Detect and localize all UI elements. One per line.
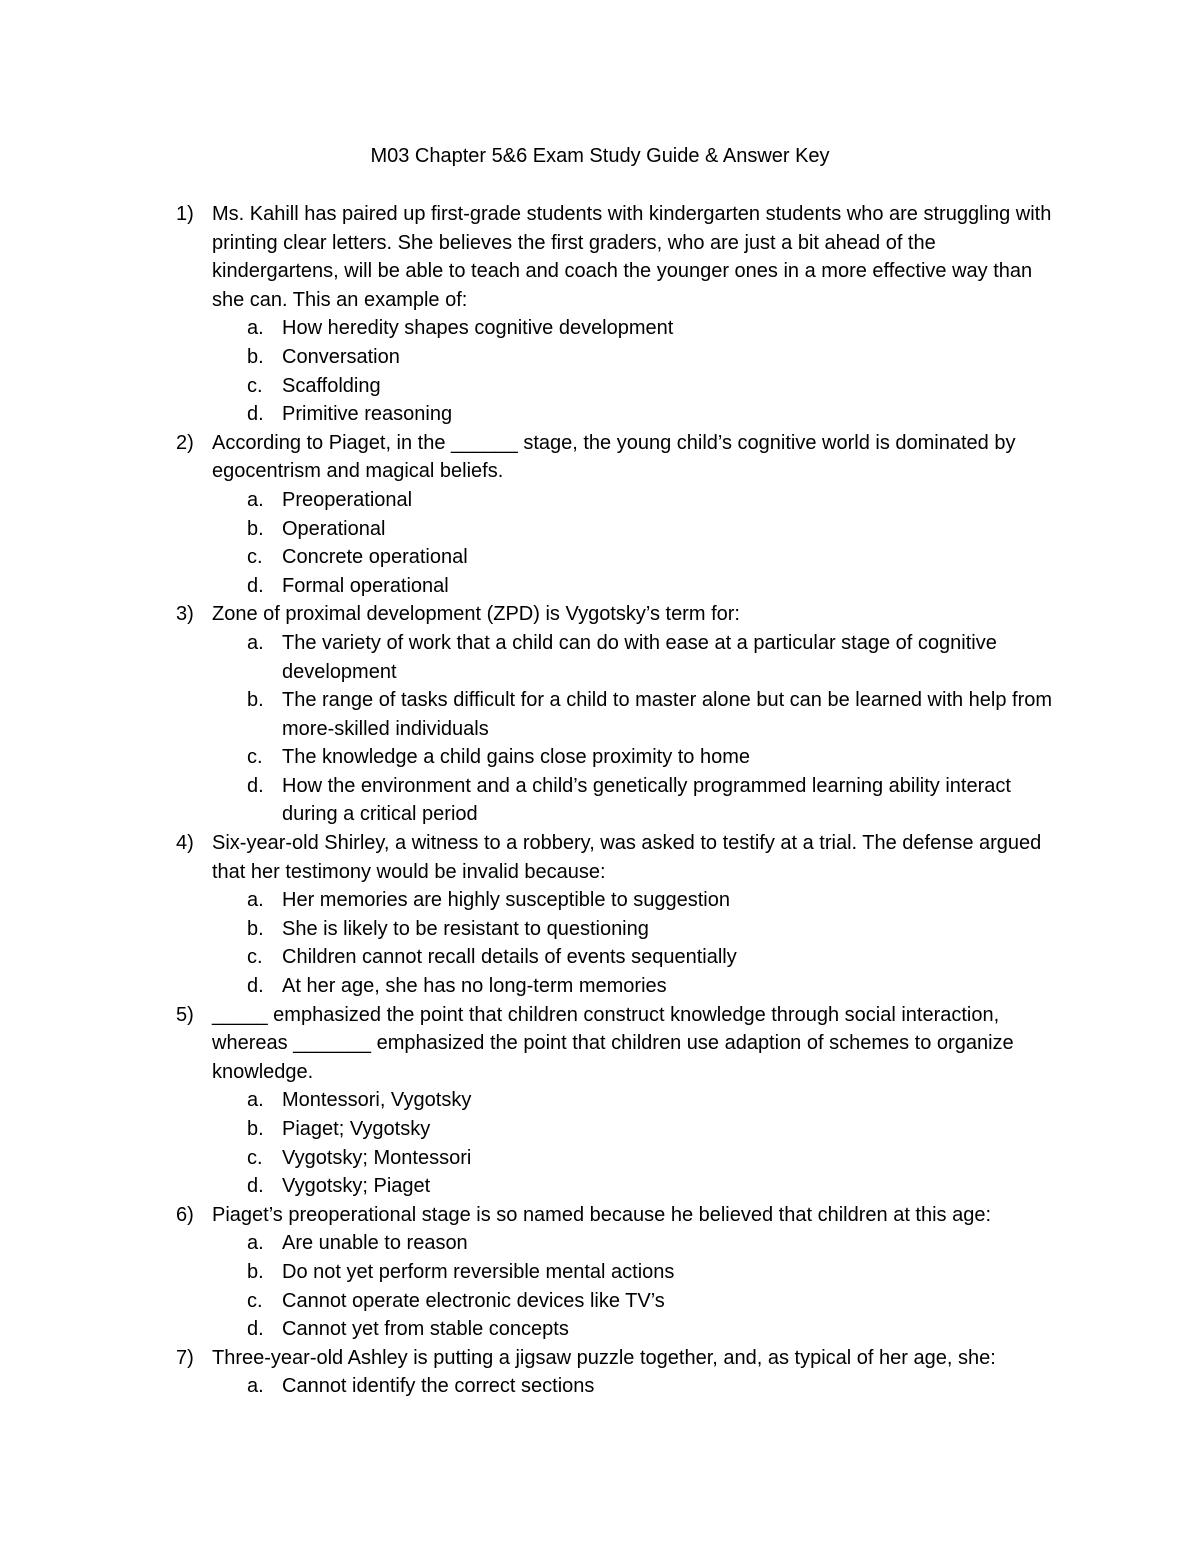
question-text: Piaget’s preoperational stage is so named because he believed that children at this age: [212,1203,992,1226]
option-letter: a. [247,1232,264,1255]
answer-option [0,314,1062,343]
question-1 [0,200,1062,314]
option-letter: d. [247,975,264,998]
option-text: Children cannot recall details of events sequentially [282,946,737,969]
question-number: 3) [176,603,194,626]
answer-option [0,772,1062,829]
option-text: At her age, she has no long-term memories [282,975,667,998]
option-letter: b. [247,345,264,368]
question-7 [0,1344,1062,1373]
answer-option [0,629,1062,686]
option-text: Scaffolding [282,374,381,397]
option-letter: b. [247,517,264,540]
option-text: Her memories are highly susceptible to suggestion [282,889,730,912]
option-text: She is likely to be resistant to questioning [282,917,649,940]
question-5 [0,1001,1062,1087]
option-text: Montessori, Vygotsky [282,1089,472,1112]
question-text: Zone of proximal development (ZPD) is Vygotsky’s term for: [212,603,740,626]
option-text: Piaget; Vygotsky [282,1118,431,1140]
answer-option [0,886,1062,915]
answer-option [0,1287,1062,1316]
option-letter: c. [247,546,263,569]
option-letter: a. [247,631,264,654]
answer-option [0,743,1062,772]
answer-option [0,543,1062,572]
question-number: 5) [176,1003,194,1026]
option-letter: c. [247,374,263,397]
option-text: Conversation [282,345,400,368]
option-letter: c. [247,1146,263,1169]
question-number: 7) [176,1346,194,1369]
answer-option [0,1144,1062,1173]
option-text: Do not yet perform reversible mental actions [282,1260,675,1283]
answer-option [0,1229,1062,1258]
option-text: The variety of work that a child can do with ease at a particular stage of cognitive development [282,631,997,683]
answer-option [0,372,1062,401]
answer-option [0,1258,1062,1287]
question-2 [0,429,1062,486]
option-text: The range of tasks difficult for a child to master alone but can be learned with help from more-skilled individuals [282,689,1053,740]
answer-option [0,486,1062,515]
page-title: M03 Chapter 5&6 Exam Study Guide & Answer Key [370,145,830,167]
question-text: Ms. Kahill has paired up first-grade students with kindergarten students who are struggling with printing clear letters. She believes the first graders, who are just a bit ahead of the kindergartens, will be able to teach and coach the younger ones in a more effective way than she can. This an example of: [212,203,1052,311]
answer-option [0,915,1062,944]
answer-option [0,1115,1062,1144]
question-6 [0,1201,1062,1230]
question-list [0,200,1200,1401]
option-text: Primitive reasoning [282,403,453,426]
question-number: 1) [176,203,194,225]
answer-option [0,1315,1062,1344]
answer-option [0,515,1062,544]
answer-option [0,572,1062,601]
question-number: 6) [176,1203,194,1226]
answer-option [0,1372,1062,1401]
question-text: Six-year-old Shirley, a witness to a robbery, was asked to testify at a trial. The defense argued that her testimony would be invalid because: [212,832,1042,883]
question-number: 2) [176,431,194,454]
answer-option [0,943,1062,972]
option-text: Cannot identify the correct sections [282,1375,595,1398]
option-letter: c. [247,1289,263,1312]
answer-option [0,343,1062,372]
option-letter: b. [247,1118,264,1140]
answer-option [0,1172,1062,1201]
option-letter: d. [247,403,264,426]
question-4 [0,829,1062,886]
question-3 [0,600,1062,629]
option-text: Preoperational [282,488,413,511]
option-letter: c. [247,746,263,769]
option-text: Are unable to reason [282,1232,468,1255]
option-letter: d. [247,1175,264,1198]
answer-option [0,400,1062,429]
answer-option [0,972,1062,1001]
option-text: Formal operational [282,574,449,597]
option-text: Cannot operate electronic devices like TV’s [282,1289,665,1312]
option-letter: c. [247,946,263,969]
option-text: Vygotsky; Piaget [282,1175,431,1198]
option-letter: a. [247,488,264,511]
option-letter: b. [247,917,264,940]
option-text: Cannot yet from stable concepts [282,1318,569,1341]
question-text: According to Piaget, in the ______ stage, the young child’s cognitive world is dominated by egocentrism and magical beliefs. [212,431,1016,483]
option-text: How heredity shapes cognitive development [282,317,674,340]
option-letter: a. [247,317,264,340]
option-letter: d. [247,1318,264,1341]
question-text: _____ emphasized the point that children construct knowledge through social interaction, whereas _______ emphasized the point that children use adaption of schemes to organize knowledge. [212,1003,1014,1083]
question-text: Three-year-old Ashley is putting a jigsaw puzzle together, and, as typical of her age, she: [212,1346,996,1369]
question-number: 4) [176,832,194,855]
option-text: How the environment and a child’s genetically programmed learning ability interact during a critical period [282,774,1011,826]
option-letter: b. [247,1260,264,1283]
option-text: Operational [282,517,386,540]
option-letter: d. [247,574,264,597]
option-text: Vygotsky; Montessori [282,1146,472,1169]
option-letter: a. [247,889,264,912]
option-letter: d. [247,774,264,797]
option-letter: a. [247,1089,264,1112]
answer-option [0,1086,1062,1115]
option-letter: b. [247,689,264,712]
option-text: The knowledge a child gains close proximity to home [282,746,751,769]
option-letter: a. [247,1375,264,1398]
answer-option [0,686,1062,743]
option-text: Concrete operational [282,546,468,569]
